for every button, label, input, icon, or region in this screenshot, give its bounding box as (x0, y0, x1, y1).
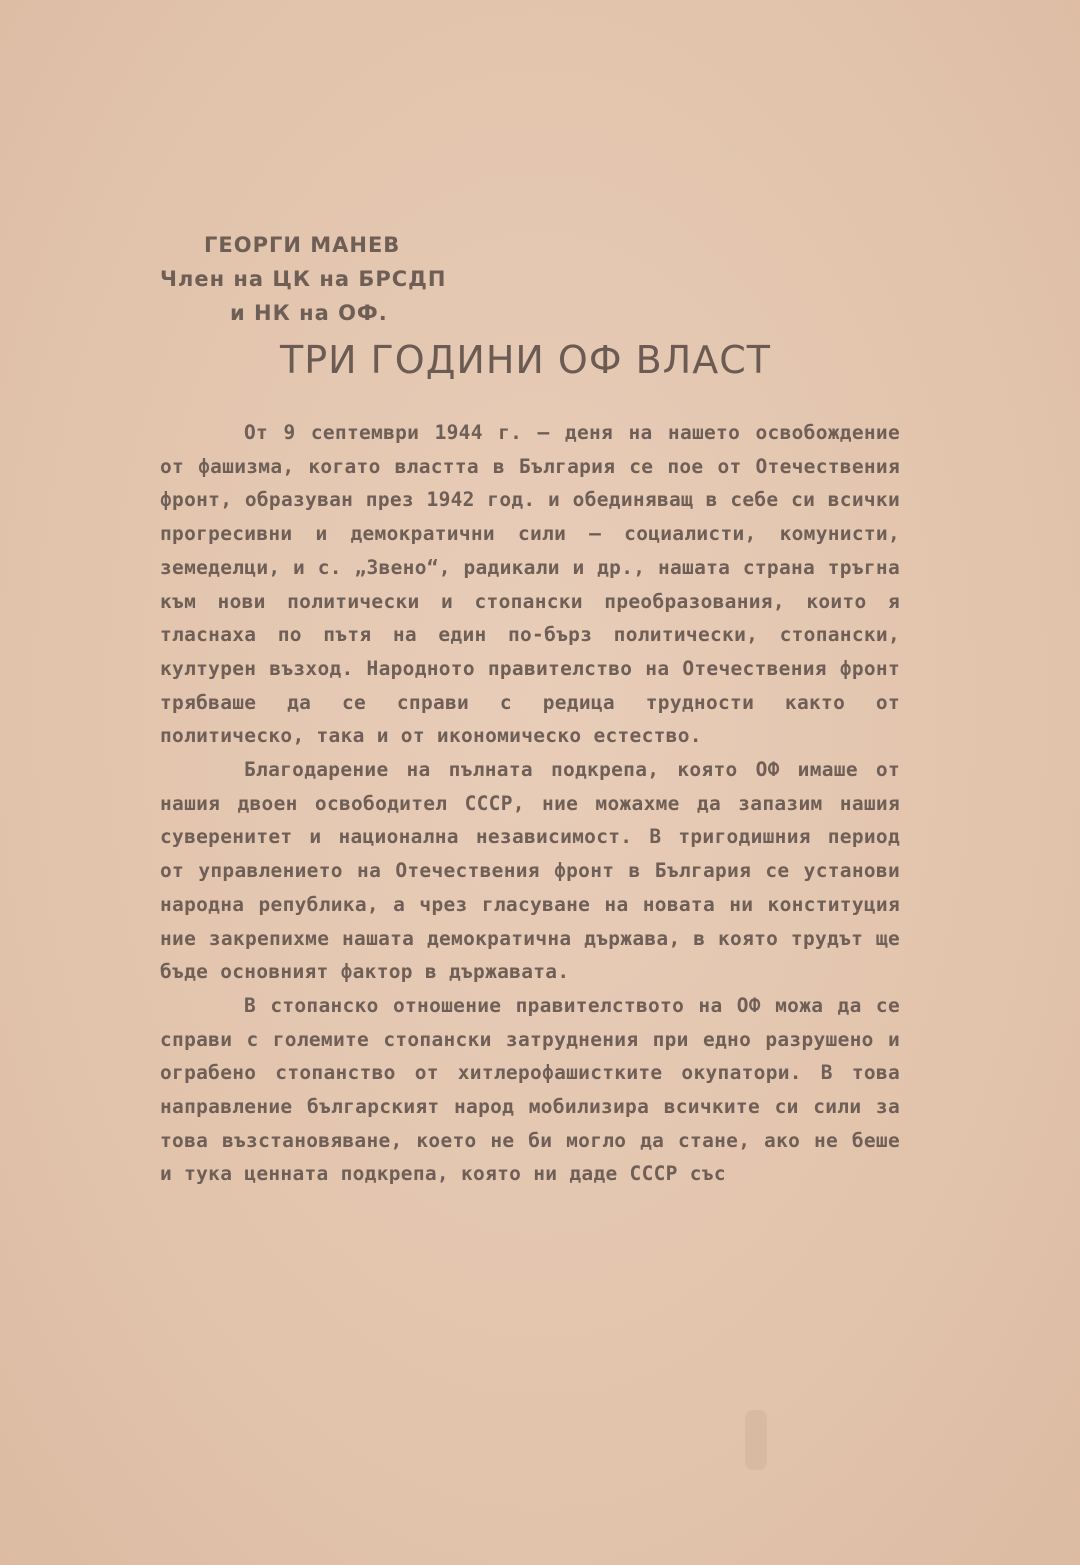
article-body (160, 416, 900, 1191)
paragraph-2: Благодарение на пълната подкрепа, която ОФ имаше от нашия двоен освободител СССР, ние можахме да запазим нашия суверенитет и национална независимост. В тригодишния период от управлението на Отечествения фронт в България се установи народна република, а чрез гласуване на новата ни конституция ние закрепихме нашата демократична държава, в която трудът ще бъде основният фактор в държавата. (160, 758, 900, 984)
author-role-line-1: Член на ЦК на БРСДП (160, 267, 447, 291)
article-title: ТРИ ГОДИНИ ОФ ВЛАСТ (280, 338, 771, 382)
author-role-line-2: и НК на ОФ. (230, 301, 388, 325)
paragraph-3: В стопанско отношение правителството на ОФ можа да се справи с големите стопански затруднения при едно разрушено и ограбено стопанство от хитлерофашистките окупатори. В това направление българският народ мобилизира всичките си сили за това възстановяване, което не би могло да стане, ако не беше и тука ценната подкрепа, която ни даде СССР със (160, 993, 900, 1186)
author-block (160, 228, 446, 330)
paragraph-1: От 9 септември 1944 г. — деня на нашето освобождение от фашизма, когато властта в България се пое от Отечествения фронт, образуван през 1942 год. и обединяващ в себе си всички прогресивни и демократични сили — социалисти, комунисти, земеделци, и с. „Звено“, радикали и др., нашата страна тръгна към нови политически и стопански преобразования, които я тласнаха по пътя на един по-бърз политически, стопански, културен възход. Народното правителство на Отечествения фронт трябваше да се справи с редица трудности както от политическо, така и от икономическо естество. (160, 421, 900, 748)
paper-smudge (745, 1410, 767, 1470)
author-name: ГЕОРГИ МАНЕВ (204, 233, 401, 257)
